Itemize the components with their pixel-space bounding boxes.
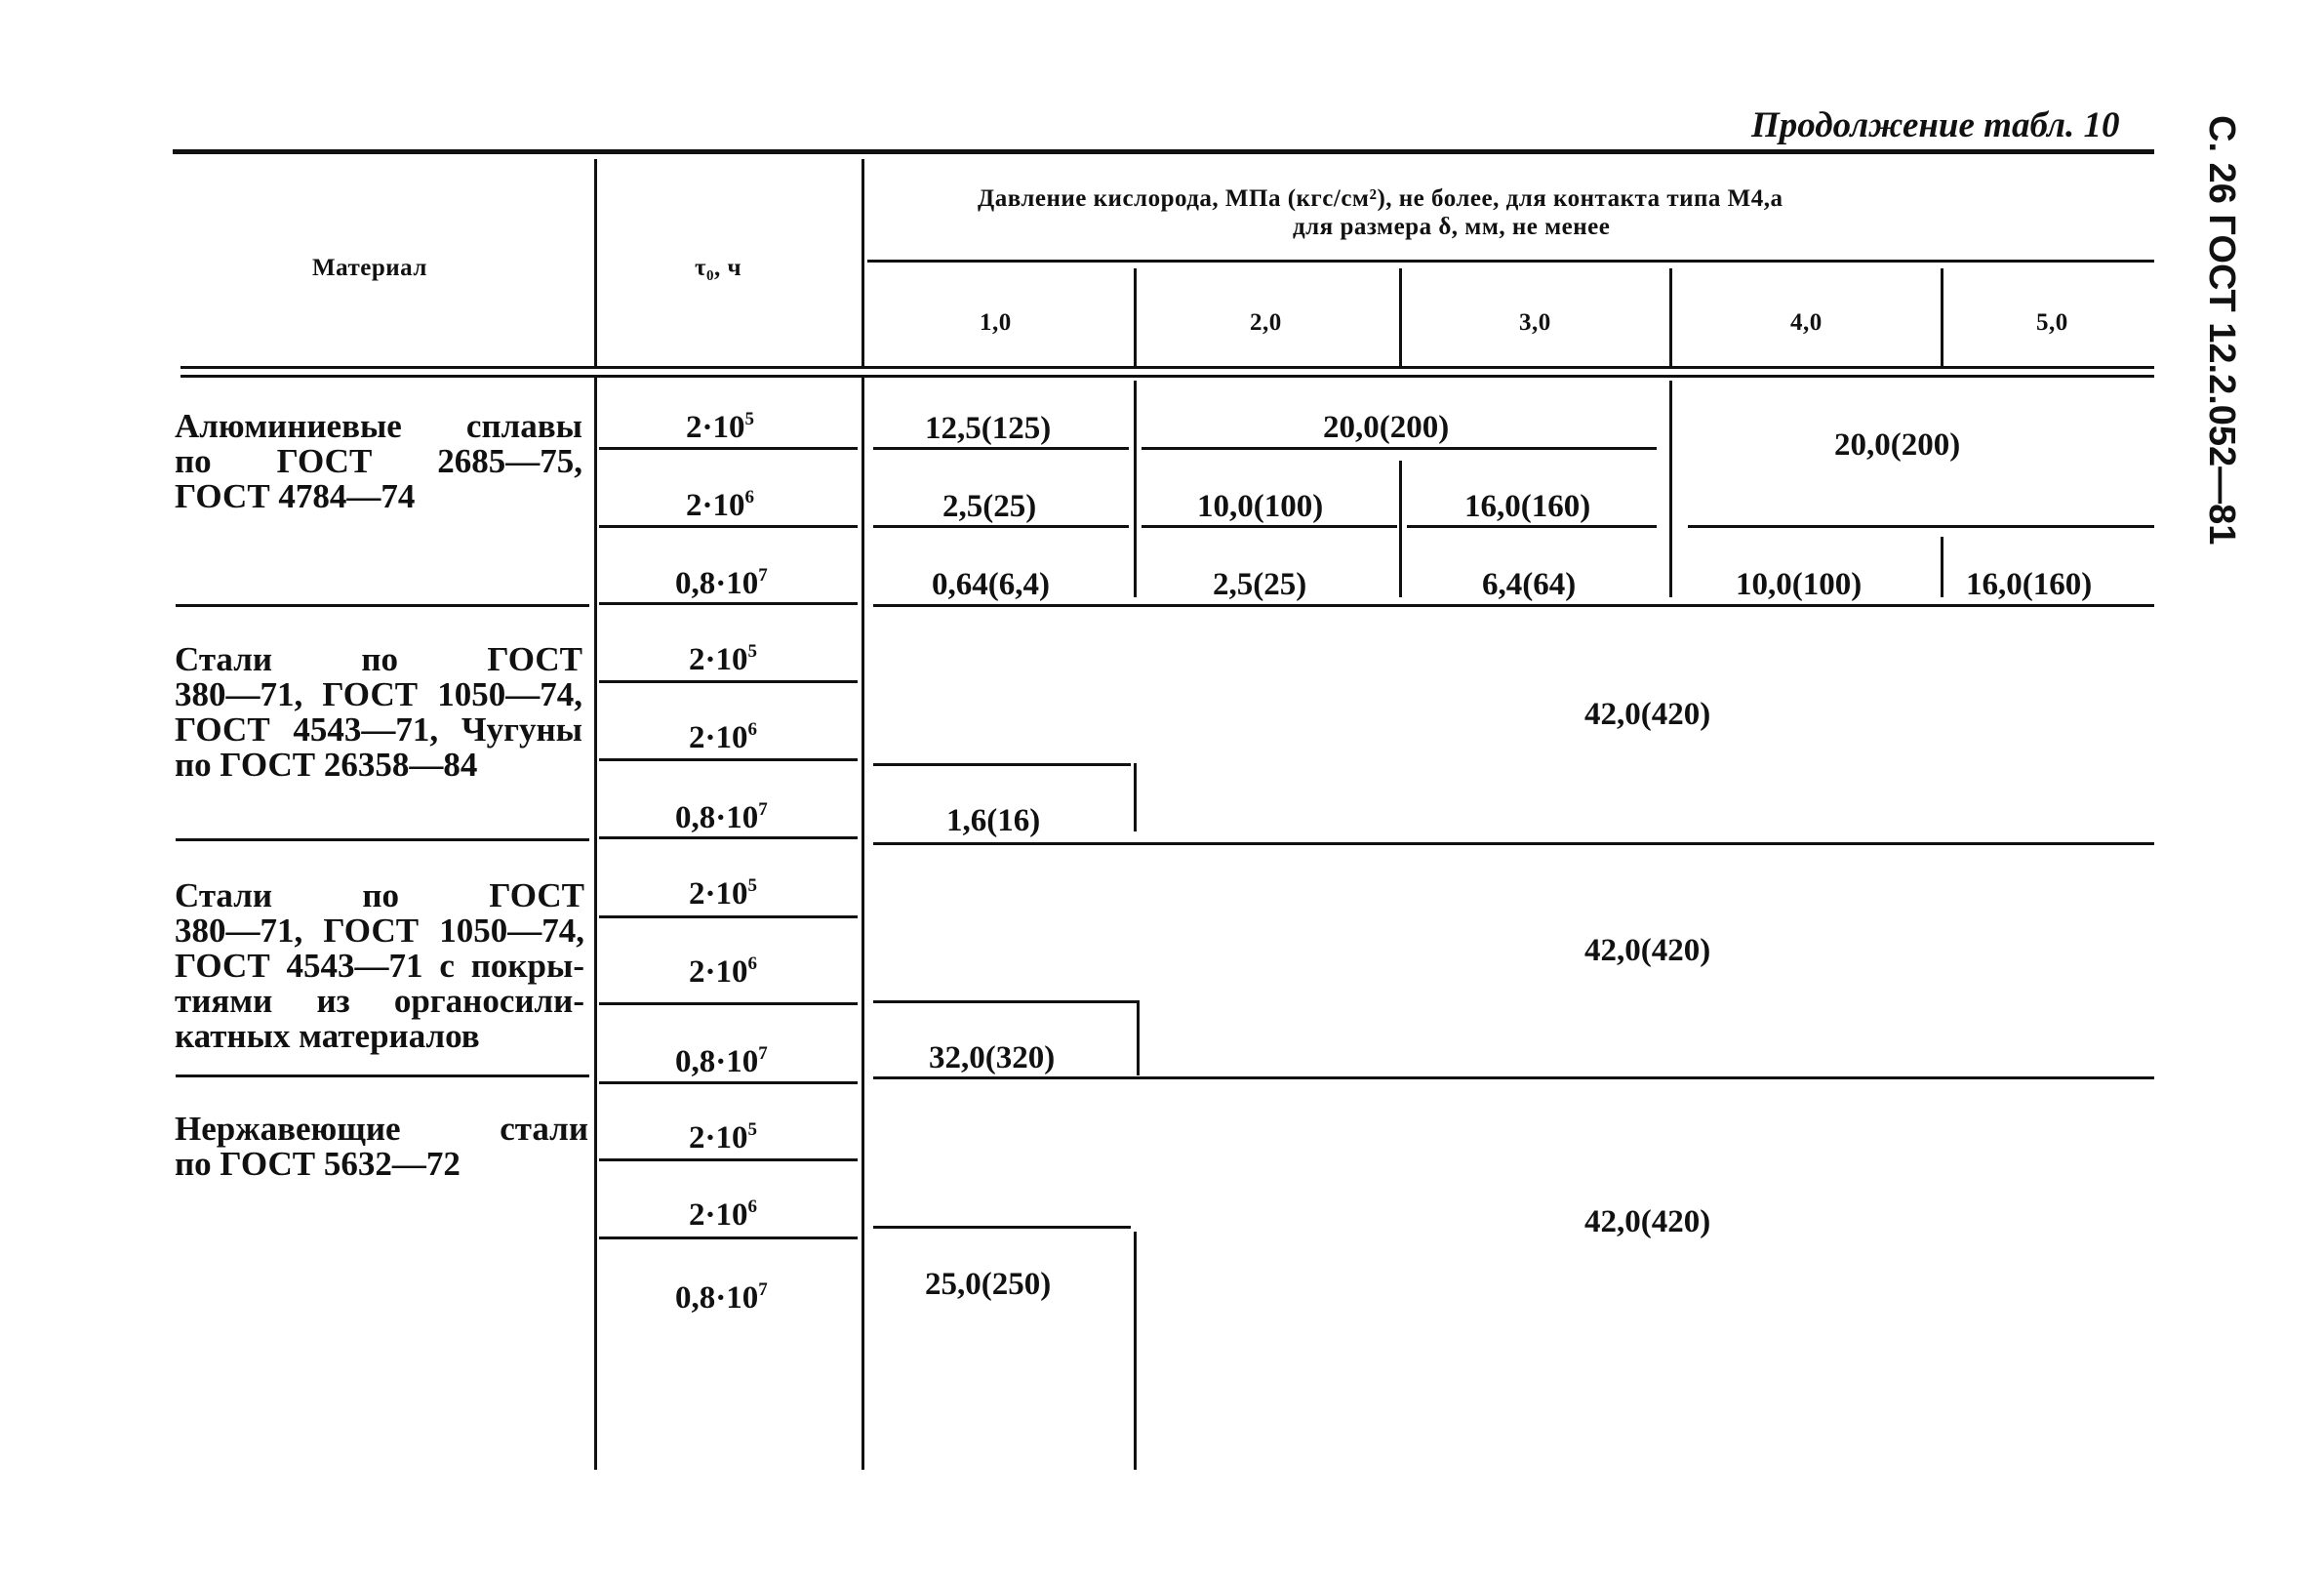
col-divider-d12 — [1134, 268, 1137, 366]
g2-divider-d12 — [1134, 763, 1137, 831]
time-row-rule — [599, 1002, 858, 1005]
g1-cell-rule — [873, 447, 1129, 450]
pressure-cell: 16,0(160) — [1464, 489, 1591, 524]
time-row-rule — [599, 758, 858, 761]
header-material: Материал — [312, 255, 427, 281]
col-divider-d45 — [1941, 268, 1943, 366]
g1-cell-rule — [873, 525, 1129, 528]
header-delta-1: 1,0 — [980, 309, 1012, 336]
material-aluminium: Алюминиевые сплавы по ГОСТ 2685—75, ГОСТ 4784—74 — [175, 407, 582, 515]
material-stainless-steels: Нержавеющие стали по ГОСТ 5632—72 — [175, 1110, 588, 1183]
time-row-rule — [599, 915, 858, 918]
header-bottom-rule-2 — [180, 375, 2154, 378]
pressure-cell: 20,0(200) — [1834, 427, 1961, 463]
col-divider-d34 — [1669, 268, 1672, 366]
material-steels-cast-iron: Стали по ГОСТ 380—71, ГОСТ 1050—74, ГОСТ 4543—71, Чугуны по ГОСТ 26358—84 — [175, 640, 582, 784]
pressure-cell: 32,0(320) — [929, 1040, 1056, 1075]
col-divider-d23 — [1399, 268, 1402, 366]
col-divider-time — [861, 159, 864, 366]
header-delta-5: 5,0 — [2036, 309, 2068, 336]
time-value: $2\cdot 10^5$ — [689, 641, 758, 677]
body-divider-time — [861, 375, 864, 1470]
pressure-cell: 42,0(420) — [1584, 933, 1711, 968]
continuation-caption: Продолжение табл. 10 — [1751, 105, 2120, 145]
g3-divider-d12 — [1137, 1000, 1140, 1075]
g2-bottom-rule — [599, 836, 858, 839]
time-value: $2\cdot 10^5$ — [689, 875, 758, 912]
g4-divider-d12 — [1134, 1232, 1137, 1470]
material-steels-coated: Стали по ГОСТ 380—71, ГОСТ 1050—74, ГОСТ 4543—71 с покры- тиями из органосили- катных материалов — [175, 876, 584, 1055]
body-divider-material — [594, 375, 597, 1470]
g1-bottom-rule — [176, 604, 589, 607]
header-pressure-line1: Давление кислорода, МПа (кгс/см²), не более, для контакта типа М4,а — [978, 185, 1783, 212]
time-row-rule — [599, 447, 858, 450]
col-divider-material — [594, 159, 597, 366]
time-value: $0,8\cdot 10^7$ — [675, 1043, 768, 1079]
g3-bottom-rule — [176, 1074, 589, 1077]
time-value: $0,8\cdot 10^7$ — [675, 799, 768, 835]
header-bottom-rule-1 — [180, 366, 2154, 369]
pressure-cell: 12,5(125) — [925, 411, 1052, 446]
g3-bottom-rule — [599, 1081, 858, 1084]
g1-bottom-rule — [599, 602, 858, 605]
g1-divider-d45 — [1941, 537, 1943, 597]
g1-cell-rule — [1688, 525, 2154, 528]
pressure-cell: 25,0(250) — [925, 1267, 1052, 1302]
header-pressure-line2: для размера δ, мм, не менее — [1293, 214, 1611, 240]
g1-cell-rule — [1142, 525, 1397, 528]
time-row-rule — [599, 1236, 858, 1239]
g4-cell-rule — [873, 1226, 1131, 1229]
g1-divider-d23 — [1399, 461, 1402, 597]
g2-bottom-rule — [873, 842, 2154, 845]
header-delta-3: 3,0 — [1519, 309, 1551, 336]
header-subrule — [867, 260, 2154, 263]
table-top-rule — [173, 149, 2154, 154]
g3-cell-rule — [873, 1000, 1137, 1003]
pressure-cell: 42,0(420) — [1584, 697, 1711, 732]
pressure-cell: 2,5(25) — [942, 489, 1037, 524]
g2-cell-rule — [873, 763, 1131, 766]
time-row-rule — [599, 1158, 858, 1161]
pressure-cell: 42,0(420) — [1584, 1204, 1711, 1239]
g2-bottom-rule — [176, 838, 589, 841]
time-value: $2\cdot 10^6$ — [686, 487, 755, 523]
pressure-cell: 10,0(100) — [1197, 489, 1324, 524]
header-delta-2: 2,0 — [1250, 309, 1282, 336]
g3-bottom-rule — [873, 1076, 2154, 1079]
time-value: $2\cdot 10^5$ — [689, 1119, 758, 1155]
g1-cell-rule — [1407, 525, 1657, 528]
pressure-cell: 2,5(25) — [1213, 567, 1307, 602]
time-value: $2\cdot 10^5$ — [686, 409, 755, 445]
g1-cell-rule — [1142, 447, 1657, 450]
pressure-cell: 1,6(16) — [946, 803, 1041, 838]
pressure-cell: 16,0(160) — [1966, 567, 2093, 602]
time-value: $2\cdot 10^6$ — [689, 719, 758, 755]
header-time: τ₀, ч — [695, 255, 742, 281]
pressure-cell: 6,4(64) — [1482, 567, 1577, 602]
time-row-rule — [599, 680, 858, 683]
pressure-cell: 20,0(200) — [1323, 410, 1450, 445]
g1-bottom-rule — [873, 604, 2154, 607]
header-delta-4: 4,0 — [1790, 309, 1823, 336]
pressure-cell: 0,64(6,4) — [932, 567, 1050, 602]
time-row-rule — [599, 525, 858, 528]
pressure-cell: 10,0(100) — [1736, 567, 1863, 602]
page-side-label: С. 26 ГОСТ 12.2.052—81 — [2201, 115, 2242, 546]
g1-divider-d34 — [1669, 381, 1672, 597]
time-value: $0,8\cdot 10^7$ — [675, 1279, 768, 1316]
time-value: $2\cdot 10^6$ — [689, 953, 758, 990]
time-value: $0,8\cdot 10^7$ — [675, 565, 768, 601]
time-value: $2\cdot 10^6$ — [689, 1196, 758, 1233]
g1-divider-d12 — [1134, 381, 1137, 597]
